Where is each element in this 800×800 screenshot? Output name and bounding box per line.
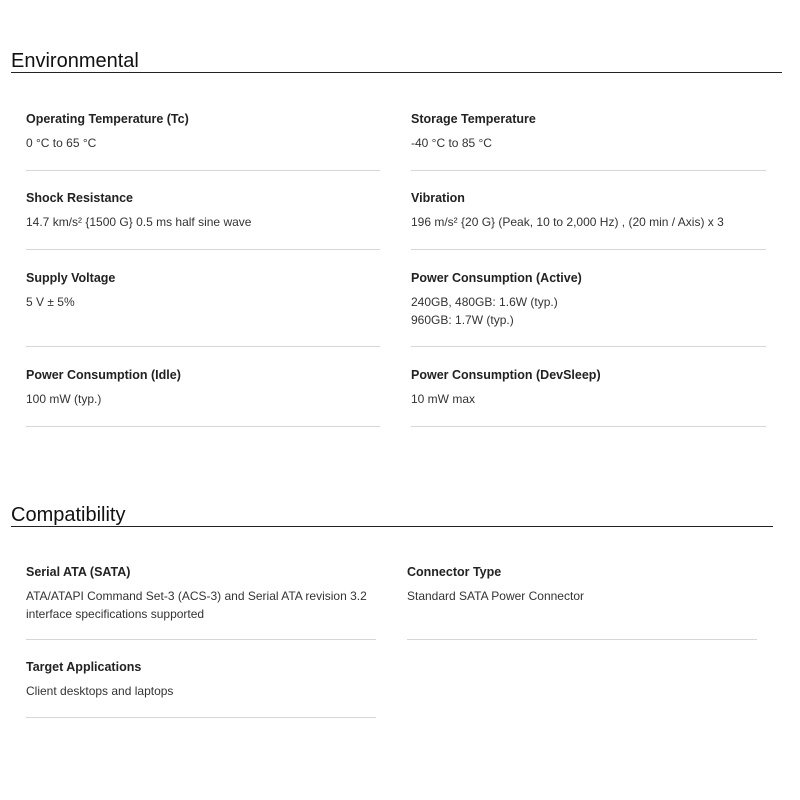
item-divider xyxy=(411,346,766,347)
spec-label: Connector Type xyxy=(407,565,502,579)
spec-value: 5 V ± 5% xyxy=(26,295,75,309)
item-divider xyxy=(26,170,380,171)
item-divider xyxy=(407,639,757,640)
item-divider xyxy=(411,170,766,171)
spec-label: Storage Temperature xyxy=(411,112,536,126)
section-divider xyxy=(11,526,773,527)
spec-item-supply-voltage xyxy=(26,270,380,347)
item-divider xyxy=(26,249,380,250)
item-divider xyxy=(411,426,766,427)
spec-item-serial-ata xyxy=(26,564,376,640)
spec-value: 10 mW max xyxy=(411,392,476,406)
spec-value: 100 mW (typ.) xyxy=(26,392,102,406)
spec-label: Power Consumption (Idle) xyxy=(26,368,181,382)
spec-item-storage-temperature xyxy=(411,111,766,171)
section-title-compatibility: Compatibility xyxy=(11,504,126,526)
spec-item-power-active xyxy=(411,270,766,347)
spec-label: Supply Voltage xyxy=(26,271,116,285)
spec-label: Serial ATA (SATA) xyxy=(26,565,131,579)
spec-item-vibration xyxy=(411,190,766,250)
spec-value: -40 °C to 85 °C xyxy=(411,136,492,150)
spec-item-connector-type xyxy=(407,564,757,640)
spec-value-line-2: interface specifications supported xyxy=(26,607,205,621)
spec-value: 14.7 km/s² {1500 G} 0.5 ms half sine wave xyxy=(26,215,252,229)
spec-value: Client desktops and laptops xyxy=(26,684,174,698)
spec-label: Power Consumption (Active) xyxy=(411,271,582,285)
spec-label: Vibration xyxy=(411,191,465,205)
item-divider xyxy=(26,346,380,347)
section-divider xyxy=(11,72,782,73)
spec-label: Shock Resistance xyxy=(26,191,133,205)
spec-value: ATA/ATAPI Command Set-3 (ACS-3) and Serial ATA revision 3.2 xyxy=(26,589,367,603)
spec-item-power-devsleep xyxy=(411,367,766,427)
spec-item-operating-temperature xyxy=(26,111,380,171)
spec-value: 0 °C to 65 °C xyxy=(26,136,97,150)
spec-value: 240GB, 480GB: 1.6W (typ.) xyxy=(411,295,558,309)
spec-value-line-2: 960GB: 1.7W (typ.) xyxy=(411,313,514,327)
item-divider xyxy=(26,639,376,640)
spec-item-target-applications xyxy=(26,659,376,719)
spec-value: 196 m/s² {20 G} (Peak, 10 to 2,000 Hz) , (20 min / Axis) x 3 xyxy=(411,215,724,229)
spec-item-shock-resistance xyxy=(26,190,380,250)
section-title-environmental: Environmental xyxy=(11,50,139,72)
spec-item-power-idle xyxy=(26,367,380,427)
item-divider xyxy=(26,717,376,718)
item-divider xyxy=(26,426,380,427)
spec-label: Target Applications xyxy=(26,660,142,674)
item-divider xyxy=(411,249,766,250)
spec-label: Operating Temperature (Tc) xyxy=(26,112,189,126)
spec-label: Power Consumption (DevSleep) xyxy=(411,368,601,382)
spec-value: Standard SATA Power Connector xyxy=(407,589,584,603)
